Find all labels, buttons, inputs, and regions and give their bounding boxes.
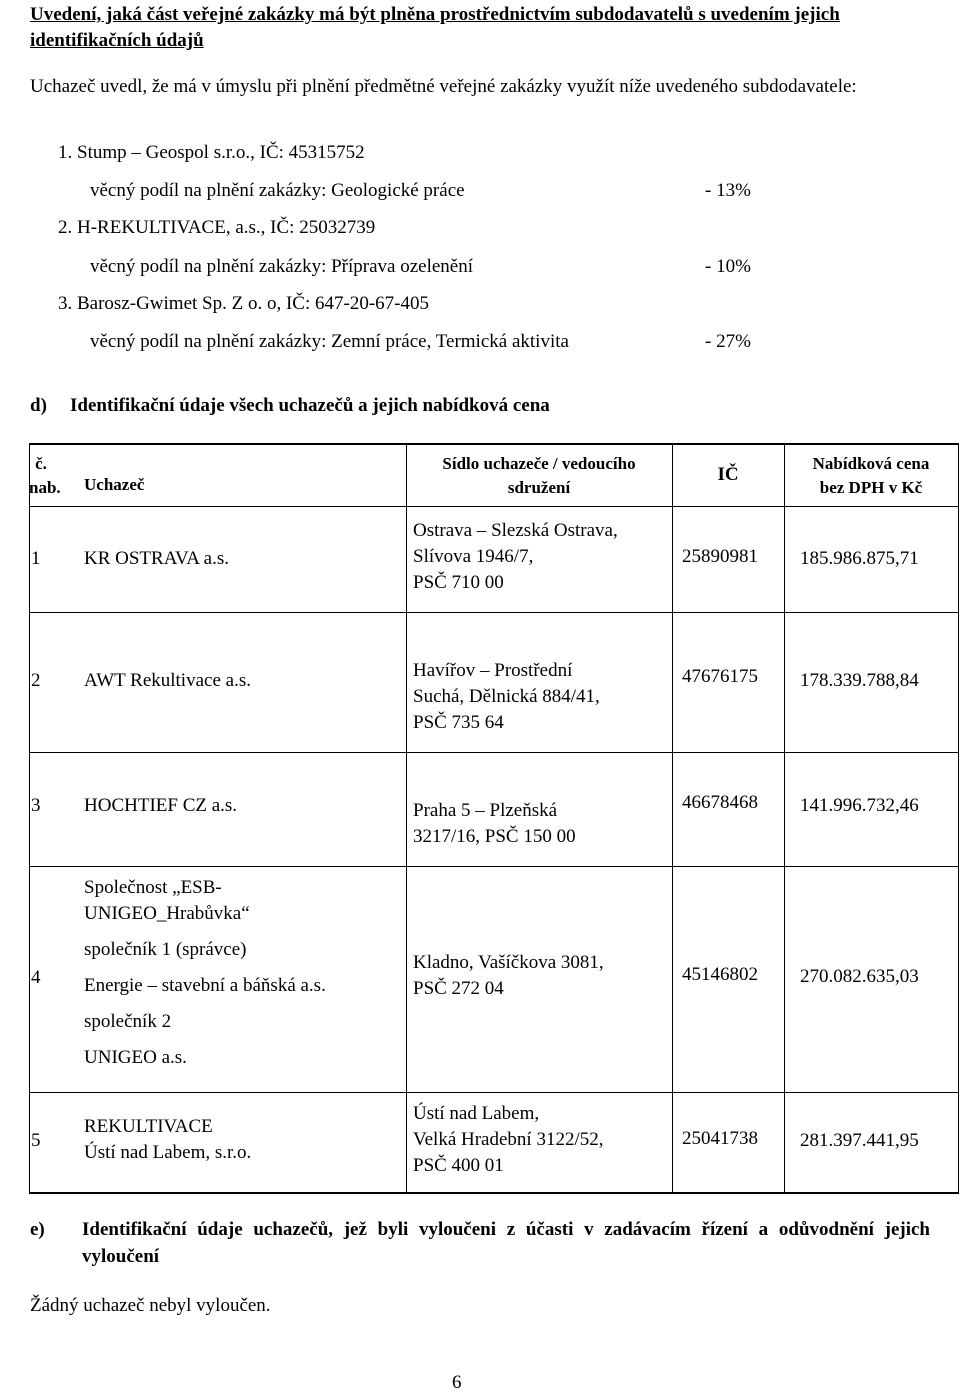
table-row-1-seat xyxy=(413,518,618,596)
table-header-price-line2: bez DPH v Kč xyxy=(819,478,923,497)
table-row-4-price: 270.082.635,03 xyxy=(800,966,919,987)
table-row-5-ic: 25041738 xyxy=(682,1128,758,1149)
table-row-4-bidder xyxy=(84,875,326,1071)
table-row-1-ic: 25890981 xyxy=(682,546,758,567)
subcontractor-3-share: věcný podíl na plnění zakázky: Zemní práce, Termická aktivita xyxy=(90,331,569,352)
table-row-3-no: 3 xyxy=(31,795,41,816)
section-d-title: Identifikační údaje všech uchazečů a jejich nabídková cena xyxy=(70,395,550,416)
table-divider-price xyxy=(784,443,785,1192)
table-border-right xyxy=(958,443,959,1192)
table-row-3-seat-line1: Praha 5 – Plzeňská xyxy=(413,800,558,821)
table-header-seat-line1: Sídlo uchazeče / vedoucího xyxy=(442,454,636,473)
table-row-4-bidder-line5: společník 2 xyxy=(84,1011,172,1032)
table-row-4-bidder-line1: Společnost „ESB- xyxy=(84,877,222,898)
table-header-seat xyxy=(406,452,672,500)
table-border-left xyxy=(29,443,30,1192)
table-row-divider xyxy=(29,612,959,613)
table-row-1-bidder: KR OSTRAVA a.s. xyxy=(84,548,230,569)
table-row-1-no: 1 xyxy=(31,548,41,569)
table-row-divider xyxy=(29,866,959,867)
table-row-2-seat-line2: Suchá, Dělnická 884/41, xyxy=(413,686,600,707)
section-c-intro: Uchazeč uvedl, že má v úmyslu při plnění předmětné veřejné zakázky využít níže uvedeného subdodavatele: xyxy=(30,76,857,97)
section-d-label: d) xyxy=(30,395,47,416)
section-c-heading: Uvedení, jaká část veřejné zakázky má být plněna prostřednictvím subdodavatelů s uvedením jejich identifikačních údajů xyxy=(30,4,840,51)
table-row-4-bidder-line2: UNIGEO_Hrabůvka“ xyxy=(84,903,250,924)
table-row-divider xyxy=(29,1092,959,1093)
table-row-4-bidder-line4: Energie – stavební a báňská a.s. xyxy=(84,975,326,996)
table-row-4-seat xyxy=(413,950,604,1002)
subcontractor-1-name: 1. Stump – Geospol s.r.o., IČ: 45315752 xyxy=(58,142,365,163)
table-row-5-bidder xyxy=(84,1114,251,1166)
table-row-2-seat xyxy=(413,658,600,736)
table-row-3-ic: 46678468 xyxy=(682,792,758,813)
table-row-5-bidder-line2: Ústí nad Labem, s.r.o. xyxy=(84,1142,252,1163)
table-row-2-bidder: AWT Rekultivace a.s. xyxy=(84,670,251,691)
table-divider-seat xyxy=(406,443,407,1192)
table-row-1-seat-line3: PSČ 710 00 xyxy=(413,572,504,593)
table-row-5-bidder-line1: REKULTIVACE xyxy=(84,1116,213,1137)
table-header-bidder: Uchazeč xyxy=(84,475,145,494)
table-row-5-price: 281.397.441,95 xyxy=(800,1130,919,1151)
table-row-4-bidder-line3: společník 1 (správce) xyxy=(84,939,247,960)
section-e-text: Žádný uchazeč nebyl vyloučen. xyxy=(30,1295,271,1316)
subcontractor-1-percent: - 13% xyxy=(705,180,751,201)
table-row-3-seat xyxy=(413,798,576,850)
table-row-4-bidder-line6: UNIGEO a.s. xyxy=(84,1047,187,1068)
table-header-price xyxy=(784,452,958,500)
table-row-2-price: 178.339.788,84 xyxy=(800,670,919,691)
subcontractor-2-share: věcný podíl na plnění zakázky: Příprava ozelenění xyxy=(90,256,474,277)
table-row-5-seat xyxy=(413,1101,603,1179)
table-row-2-ic: 47676175 xyxy=(682,666,758,687)
subcontractor-1-share: věcný podíl na plnění zakázky: Geologické práce xyxy=(90,180,465,201)
table-row-divider xyxy=(29,752,959,753)
section-e-title: Identifikační údaje uchazečů, jež byli vyloučeni z účasti v zadávacím řízení a odůvodnění jejich vyloučení xyxy=(82,1219,930,1267)
table-row-5-no: 5 xyxy=(31,1130,41,1151)
page-number: 6 xyxy=(452,1372,462,1393)
table-row-4-ic: 45146802 xyxy=(682,964,758,985)
table-row-2-seat-line1: Havířov – Prostřední xyxy=(413,660,573,681)
table-row-2-seat-line3: PSČ 735 64 xyxy=(413,712,504,733)
subcontractor-2-percent: - 10% xyxy=(705,256,751,277)
table-row-1-seat-line1: Ostrava – Slezská Ostrava, xyxy=(413,520,618,541)
table-row-5-seat-line3: PSČ 400 01 xyxy=(413,1155,504,1176)
table-row-3-bidder: HOCHTIEF CZ a.s. xyxy=(84,795,238,816)
table-row-1-seat-line2: Slívova 1946/7, xyxy=(413,546,534,567)
table-row-4-seat-line1: Kladno, Vašíčkova 3081, xyxy=(413,952,604,973)
table-row-5-seat-line2: Velká Hradební 3122/52, xyxy=(413,1129,604,1150)
subcontractor-3-percent: - 27% xyxy=(705,331,751,352)
table-header-no-line1: č. xyxy=(35,454,47,473)
table-row-2-no: 2 xyxy=(31,670,41,691)
table-header-seat-line2: sdružení xyxy=(507,478,571,497)
table-row-1-price: 185.986.875,71 xyxy=(800,548,919,569)
table-header-ic: IČ xyxy=(717,464,739,485)
table-header-price-line1: Nabídková cena xyxy=(812,454,930,473)
table-row-3-seat-line2: 3217/16, PSČ 150 00 xyxy=(413,826,576,847)
table-row-3-price: 141.996.732,46 xyxy=(800,795,919,816)
table-header-no-line2: nab. xyxy=(29,478,61,497)
table-header-divider xyxy=(29,506,959,507)
table-header-no xyxy=(29,452,61,500)
table-row-4-seat-line2: PSČ 272 04 xyxy=(413,978,504,999)
section-e-label: e) xyxy=(30,1219,45,1240)
section-e-heading xyxy=(30,1216,930,1270)
table-row-5-seat-line1: Ústí nad Labem, xyxy=(413,1103,540,1124)
table-divider-ic xyxy=(672,443,673,1192)
subcontractor-3-name: 3. Barosz-Gwimet Sp. Z o. o, IČ: 647-20-67-405 xyxy=(58,293,429,314)
section-d-heading xyxy=(30,393,550,419)
table-row-4-no: 4 xyxy=(31,967,41,988)
subcontractor-2-name: 2. H-REKULTIVACE, a.s., IČ: 25032739 xyxy=(58,217,376,238)
